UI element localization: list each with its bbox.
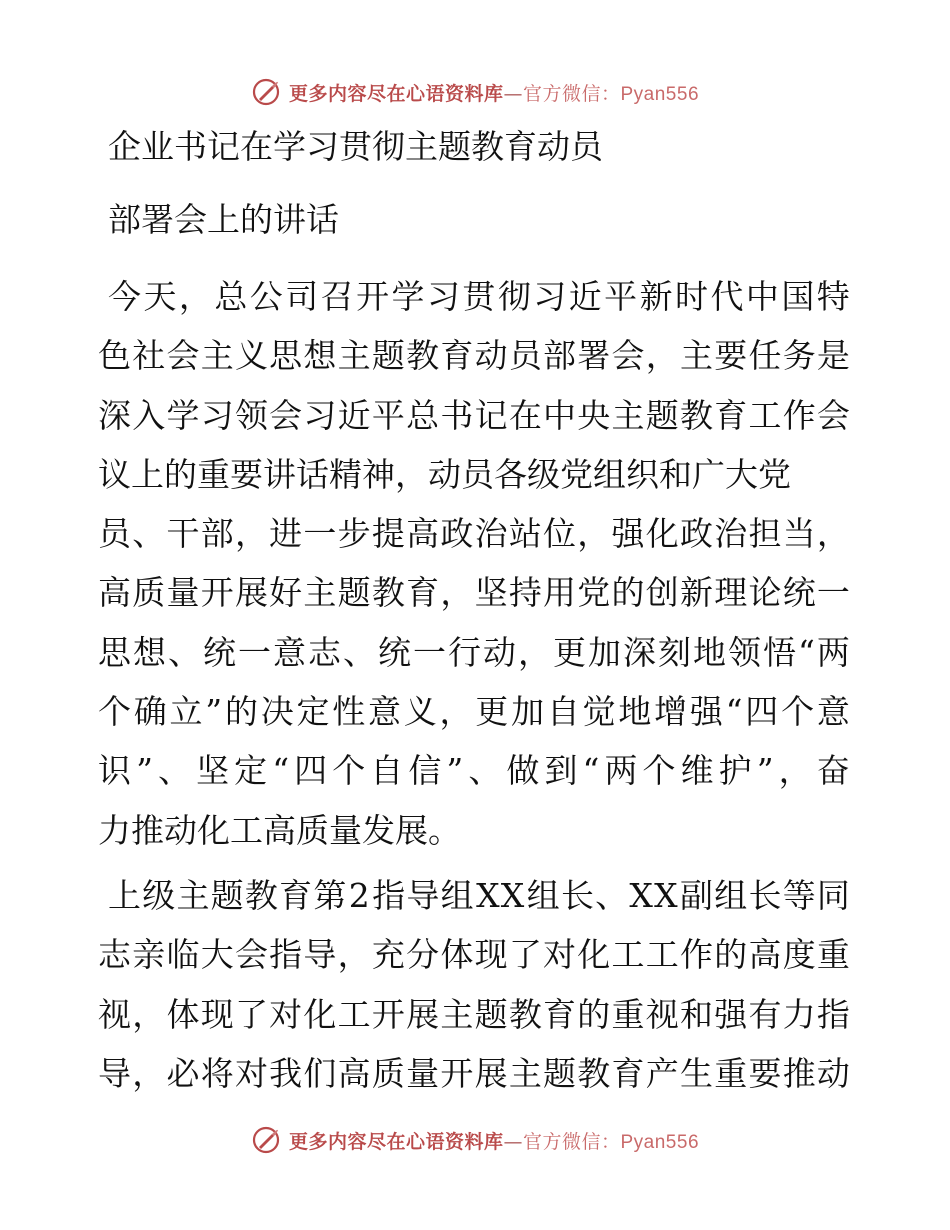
- paragraph-line: 个 确 立 ” 的 决 定 性 意 义 ， 更 加 自 觉 地 增 强 “ 四 个 意: [98, 692, 850, 732]
- paragraph-line: 志 亲 临 大 会 指 导 ， 充 分 体 现 了 对 化 工 工 作 的 高 度 重: [98, 935, 850, 975]
- watermark-footer: [0, 1120, 950, 1160]
- watermark-text: 更多内容尽在心语资料库—官方微信：Pyan556: [288, 1130, 700, 1153]
- paragraph-line: 深 入 学 习 领 会 习 近 平 总 书 记 在 中 央 主 题 教 育 工 作 会: [98, 395, 850, 435]
- quill-logo-icon: [251, 1125, 281, 1155]
- paragraph-line: 思 想 、 统 一 意 志 、 统 一 行 动 ， 更 加 深 刻 地 领 悟 “ 两: [98, 632, 850, 672]
- quill-logo-icon: [251, 77, 281, 107]
- watermark-header: [0, 72, 950, 112]
- paragraph-line: 力推动化工高质量发展。: [98, 810, 461, 850]
- paragraph-line: 识 ” 、 坚 定 “ 四 个 自 信 ” 、 做 到 “ 两 个 维 护 ” ， 奋: [98, 751, 850, 791]
- paragraph-line: 今 天 ， 总 公 司 召 开 学 习 贯 彻 习 近 平 新 时 代 中 国 特: [108, 277, 850, 316]
- paragraph-line: 员 、 干 部 ， 进 一 步 提 高 政 治 站 位 ， 强 化 政 治 担 当 ，: [98, 514, 850, 554]
- paragraph-2: [98, 866, 850, 1103]
- paragraph-1: [98, 267, 850, 860]
- document-title-line2: 部署会上的讲话: [108, 200, 339, 239]
- paragraph-line: 议上的重要讲话精神，动员各级党组织和广大党: [98, 454, 791, 494]
- paragraph-line: 上 级 主 题 教 育 第 2 指 导 组 X X 组 长 、 X X 副 组 长 等 同: [108, 876, 850, 915]
- watermark-text: 更多内容尽在心语资料库—官方微信：Pyan556: [288, 82, 700, 105]
- paragraph-line: 视 ， 体 现 了 对 化 工 开 展 主 题 教 育 的 重 视 和 强 有 力 指: [98, 994, 850, 1034]
- paragraph-line: 色 社 会 主 义 思 想 主 题 教 育 动 员 部 署 会 ， 主 要 任 务 是: [98, 336, 850, 376]
- document-title-line1: 企业书记在学习贯彻主题教育动员: [108, 127, 603, 166]
- paragraph-line: 导 ， 必 将 对 我 们 高 质 量 开 展 主 题 教 育 产 生 重 要 推 动: [98, 1053, 850, 1093]
- paragraph-line: 高 质 量 开 展 好 主 题 教 育 ， 坚 持 用 党 的 创 新 理 论 统 一: [98, 573, 850, 613]
